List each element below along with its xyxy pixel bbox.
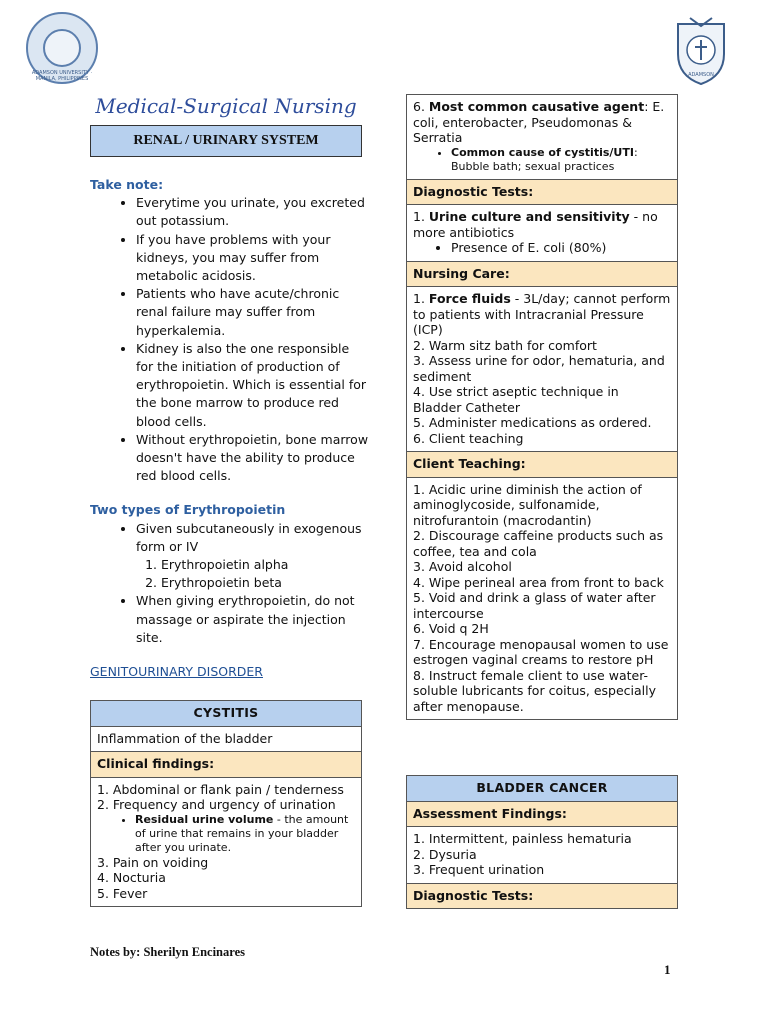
- teaching-item: 4. Wipe perineal area from front to back: [413, 574, 664, 590]
- assessment-findings-cell: [407, 827, 678, 884]
- erythropoietin-types: [136, 556, 370, 592]
- finding-item: 3. Frequent urination: [413, 862, 545, 877]
- force-fluids-term: Force fluids: [428, 291, 511, 306]
- finding-item: 2. Dysuria: [413, 846, 477, 862]
- clinical-findings-heading: Clinical findings:: [91, 752, 362, 778]
- list-item: [136, 520, 370, 593]
- list-item: • When giving erythropoietin, do not massage or aspirate the injection site.: [136, 592, 370, 647]
- teaching-item: 6. Void q 2H: [413, 621, 489, 636]
- nursing-care-item: 4. Use strict aseptic technique in Bladder Catheter: [413, 384, 619, 415]
- teaching-item: 7. Encourage menopausal women to use estrogen vaginal creams to restore pH: [413, 636, 669, 667]
- urine-culture-term: Urine culture and sensitivity: [428, 209, 630, 224]
- uti-desc: : Bubble bath; sexual practices: [451, 145, 638, 173]
- list-item-text: Given subcutaneously in exogenous form or IV: [136, 520, 362, 554]
- university-seal-logo: [26, 12, 98, 84]
- client-teaching-heading: Client Teaching:: [407, 452, 678, 478]
- teaching-item: 8. Instruct female client to use water-soluble lubricants for coitus, especially after menopause.: [413, 667, 657, 714]
- causative-agent-desc: : E. coli, enterobacter, Pseudomonas & Serratia: [413, 99, 665, 145]
- causative-agent-term: Most common causative agent: [428, 99, 645, 114]
- list-item: • Patients who have acute/chronic renal failure may suffer from hyperkalemia.: [136, 285, 370, 340]
- nursing-care-item: [413, 291, 671, 338]
- list-item: • Without erythropoietin, bone marrow doesn't have the ability to produce red blood cells.: [136, 431, 370, 486]
- take-note-list: [90, 194, 370, 485]
- nursing-care-heading: Nursing Care:: [407, 261, 678, 287]
- nursing-care-item: 5. Administer medications as ordered.: [413, 415, 652, 430]
- item-number: 1.: [413, 291, 429, 306]
- list-item: [451, 146, 671, 174]
- teaching-item: 1. Acidic urine diminish the action of aminoglycoside, sulfonamide, nitrofurantoin (macrodantin): [413, 481, 642, 528]
- diagnostic-tests-cell: [407, 205, 678, 262]
- list-item: • Everytime you urinate, you excreted out potassium.: [136, 194, 370, 230]
- bladder-diagnostic-heading: Diagnostic Tests:: [407, 883, 678, 909]
- causative-agent: [413, 99, 671, 146]
- take-note-heading: Take note:: [90, 177, 164, 192]
- cystitis-continued-table: [406, 94, 678, 720]
- nursing-care-item: 2. Warm sitz bath for comfort: [413, 337, 597, 353]
- residual-term: Residual urine volume: [135, 812, 274, 826]
- course-title: Medical-Surgical Nursing: [95, 94, 357, 118]
- list-item: [135, 813, 355, 855]
- genitourinary-disorder-link[interactable]: GENITOURINARY DISORDER: [90, 664, 263, 680]
- item-number: 6.: [413, 99, 429, 114]
- uti-cause-list: [413, 146, 671, 174]
- finding-item: 5. Fever: [97, 885, 148, 901]
- bladder-cancer-table: [406, 775, 678, 909]
- item-number: 1.: [413, 209, 429, 224]
- list-item: 1. Erythropoietin alpha: [161, 556, 370, 574]
- finding-item: 1. Abdominal or flank pain / tenderness: [97, 781, 344, 797]
- list-item: • Kidney is also the one responsible for the initiation of production of erythropoietin. Which is essential for the bone marrow to produce red blood cells.: [136, 340, 370, 431]
- seal-inner-emblem: [43, 29, 81, 67]
- list-item: 2. Erythropoietin beta: [161, 574, 370, 592]
- notes-author: Notes by: Sherilyn Encinares: [90, 945, 245, 959]
- uti-term: Common cause of cystitis/UTI: [451, 145, 634, 159]
- cystitis-table: [90, 700, 362, 907]
- teaching-item: 3. Avoid alcohol: [413, 559, 512, 574]
- crest-shield-icon: [670, 14, 732, 86]
- force-fluids-desc: - 3L/day; cannot perform to patients with Intracranial Pressure (ICP): [413, 291, 671, 337]
- diagnostic-item: [413, 209, 671, 240]
- cystitis-title: CYSTITIS: [91, 701, 362, 727]
- ecoli-list: [413, 240, 671, 256]
- crest-text: ADAMSON: [688, 72, 714, 78]
- finding-item: 3. Pain on voiding: [97, 854, 209, 870]
- bladder-cancer-title: BLADDER CANCER: [407, 776, 678, 802]
- cystitis-definition: Inflammation of the bladder: [91, 726, 362, 752]
- teaching-item: 2. Discourage caffeine products such as coffee, tea and cola: [413, 528, 664, 559]
- finding-item: 2. Frequency and urgency of urination: [97, 797, 336, 812]
- nursing-care-cell: [407, 287, 678, 452]
- client-teaching-cell: [407, 477, 678, 720]
- section-title: RENAL / URINARY SYSTEM: [90, 125, 362, 157]
- list-item: • Presence of E. coli (80%): [451, 240, 671, 256]
- nursing-care-item: 6. Client teaching: [413, 430, 524, 446]
- diagnostic-tests-heading: Diagnostic Tests:: [407, 179, 678, 205]
- page-number: 1: [664, 962, 671, 977]
- clinical-findings-cell: [91, 777, 362, 907]
- list-item: • If you have problems with your kidneys, you may suffer from metabolic acidosis.: [136, 231, 370, 286]
- urine-culture-desc: - no more antibiotics: [413, 209, 658, 240]
- seal-text: ADAMSON UNIVERSITY · MANILA, PHILIPPINES: [31, 70, 93, 82]
- causative-agent-cell: [407, 95, 678, 180]
- finding-item: 4. Nocturia: [97, 870, 166, 885]
- erythropoietin-heading: Two types of Erythropoietin: [90, 502, 286, 518]
- assessment-findings-heading: Assessment Findings:: [407, 801, 678, 827]
- teaching-item: 5. Void and drink a glass of water after intercourse: [413, 590, 656, 621]
- erythropoietin-list: [90, 520, 370, 647]
- left-column: [90, 176, 370, 681]
- residual-desc: - the amount of urine that remains in your bladder after you urinate.: [135, 812, 349, 854]
- nursing-care-item: 3. Assess urine for odor, hematuria, and sediment: [413, 353, 665, 384]
- finding-item: 1. Intermittent, painless hematuria: [413, 831, 632, 846]
- college-crest-logo: [670, 14, 732, 86]
- residual-urine-list: [97, 813, 355, 855]
